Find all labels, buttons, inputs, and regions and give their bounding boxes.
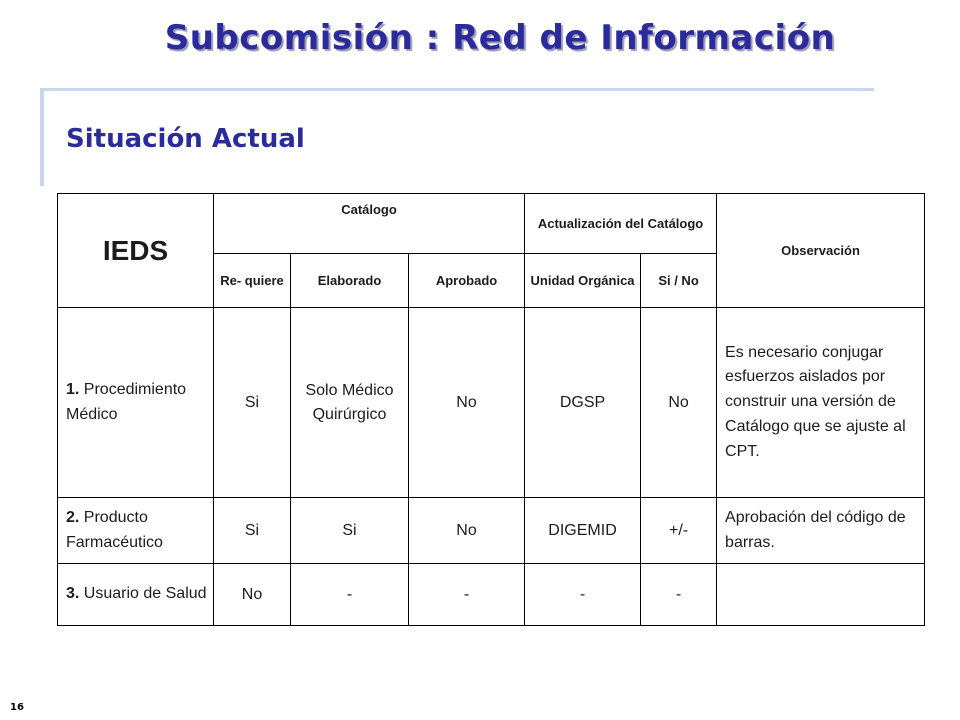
requiere-cell: No [214,564,291,626]
table-row [58,564,925,626]
observacion-cell: Es necesario conjugar esfuerzos aislados por construir una versión de Catálogo que se ajuste al CPT. [717,308,925,498]
row-number: 2. [66,508,80,526]
requiere-cell: Si [214,498,291,564]
requiere-cell: Si [214,308,291,498]
requiere-header: Re- quiere [214,254,291,308]
si-no-header: Si / No [641,254,717,308]
observacion-header: Observación [717,194,925,308]
unidad-cell: DGSP [525,308,641,498]
observacion-cell: Aprobación del código de barras. [717,498,925,564]
row-label [58,308,214,498]
decorative-horizontal-line [44,88,874,91]
section-subtitle: Situación Actual [66,124,305,154]
slide-title: Subcomisión : Red de Información [164,18,836,58]
ieds-header: IEDS [58,194,214,308]
row-number: 1. [66,380,80,398]
header-row-1 [58,194,925,254]
si-no-cell: - [641,564,717,626]
observacion-cell [717,564,925,626]
aprobado-cell: No [409,308,525,498]
table-row [58,498,925,564]
status-table [57,193,925,626]
row-name: Producto Farmacéutico [66,508,163,551]
aprobado-cell: - [409,564,525,626]
table-row [58,308,925,498]
elaborado-cell: - [291,564,409,626]
row-name: Usuario de Salud [83,585,207,603]
aprobado-cell: No [409,498,525,564]
elaborado-header: Elaborado [291,254,409,308]
elaborado-cell: Solo Médico Quirúrgico [291,308,409,498]
elaborado-cell: Si [291,498,409,564]
catalogo-header: Catálogo [214,194,525,254]
si-no-cell: No [641,308,717,498]
row-label [58,564,214,626]
aprobado-header: Aprobado [409,254,525,308]
decorative-vertical-line [40,88,44,186]
row-number: 3. [66,585,80,603]
si-no-cell: +/- [641,498,717,564]
row-name: Procedimiento Médico [66,380,187,423]
unidad-cell: - [525,564,641,626]
unidad-organica-header: Unidad Orgánica [525,254,641,308]
row-label [58,498,214,564]
slide-number: 16 [10,702,24,713]
unidad-cell: DIGEMID [525,498,641,564]
actualizacion-header: Actualización del Catálogo [525,194,717,254]
